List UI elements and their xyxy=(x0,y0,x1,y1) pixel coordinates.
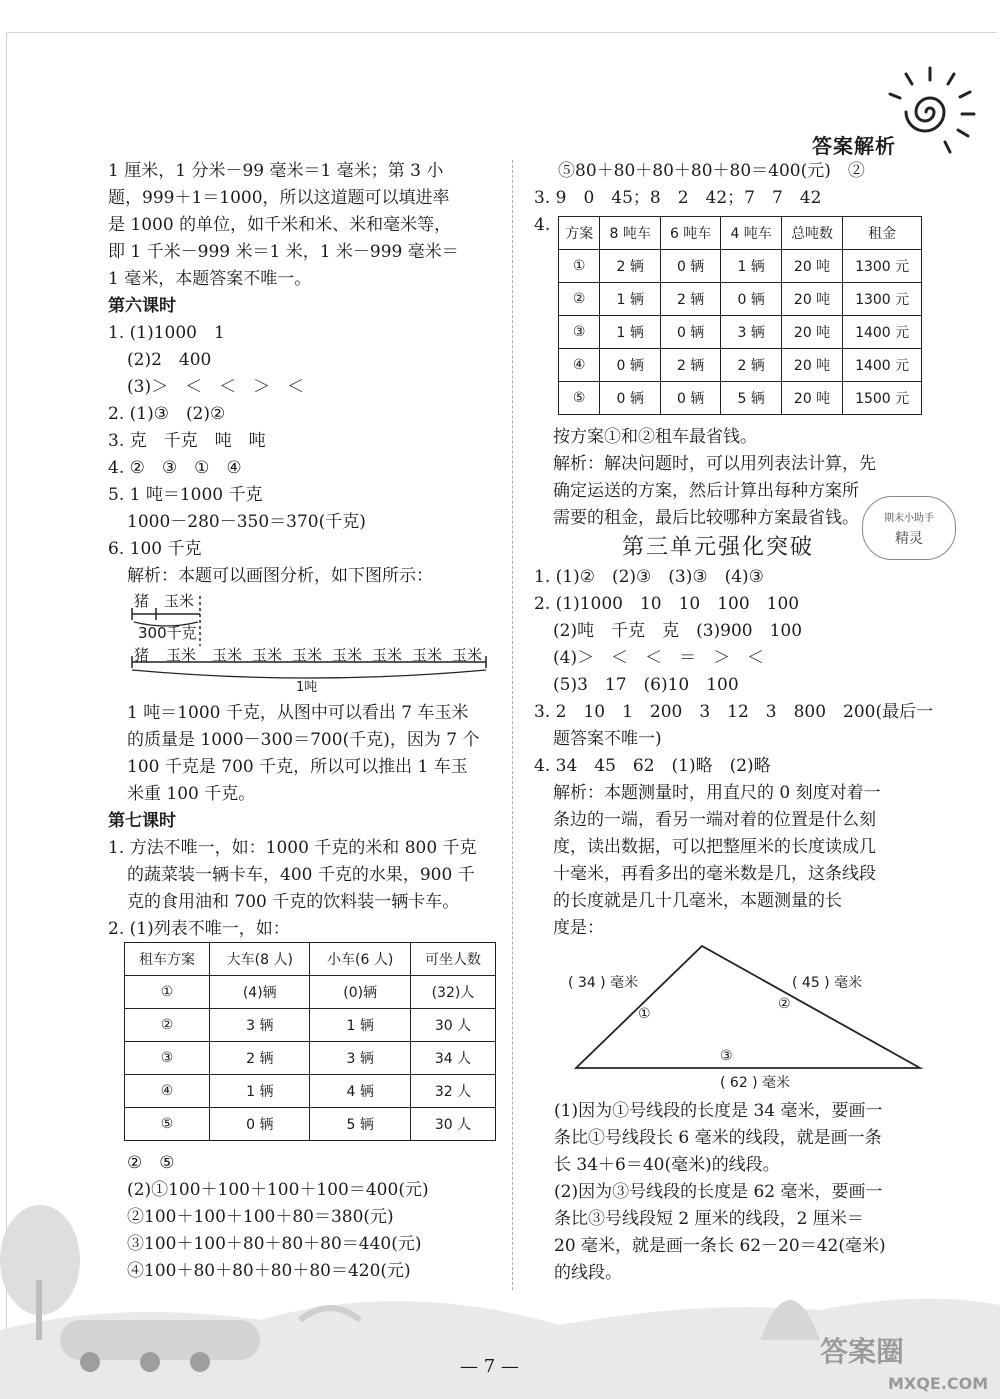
table-cell: 1400 元 xyxy=(843,349,922,382)
diagram-label-corn: 玉米 xyxy=(372,646,403,664)
table-cell: 34 人 xyxy=(410,1042,495,1075)
answer-line: 4. ② ③ ① ④ xyxy=(108,458,242,478)
table-cell: 0 辆 xyxy=(660,316,720,349)
table-header: 大车(8 人) xyxy=(210,943,310,976)
table-header: 租金 xyxy=(843,217,922,250)
answer-line: 4. 34 45 62 (1)略 (2)略 xyxy=(534,756,771,776)
text-line: 条比③号线段短 2 厘米的线段，2 厘米＝ xyxy=(554,1209,864,1229)
answer-line: ③100＋100＋80＋80＋80＝440(元) xyxy=(127,1234,422,1254)
table-cell: 0 辆 xyxy=(210,1108,310,1141)
text-line: 按方案①和②租车最省钱。 xyxy=(553,427,757,447)
text-line: 即 1 千米－999 米＝1 米，1 米－999 毫米＝ xyxy=(108,242,459,262)
table-header: 4 吨车 xyxy=(721,217,781,250)
table-header: 租车方案 xyxy=(125,943,210,976)
table-cell: 0 辆 xyxy=(660,382,720,415)
table-cell: 2 辆 xyxy=(660,349,720,382)
table-cell: 2 辆 xyxy=(210,1042,310,1075)
table-cell: 1 辆 xyxy=(600,316,660,349)
table-cell: ② xyxy=(125,1009,210,1042)
answer-line: (2)①100＋100＋100＋100＝400(元) xyxy=(127,1180,429,1200)
diagram-label-corn: 玉米 xyxy=(292,646,323,664)
unit-title: 第三单元强化突破 xyxy=(622,535,815,560)
table-row xyxy=(125,1108,496,1141)
truck-rental-table xyxy=(558,216,922,415)
diagram-label-corn: 玉米 xyxy=(164,592,195,610)
answer-line: 5. 1 吨＝1000 千克 xyxy=(108,485,263,505)
answer-line: ②100＋100＋100＋80＝380(元) xyxy=(127,1207,394,1227)
table-cell: 1 辆 xyxy=(210,1075,310,1108)
table-cell: 20 吨 xyxy=(781,250,842,283)
stamp-text: 精灵 xyxy=(895,531,923,547)
table-header: 6 吨车 xyxy=(660,217,720,250)
triangle-left-label: ( 34 ) 毫米 xyxy=(568,975,639,991)
table-header-row xyxy=(125,943,496,976)
analysis-line: 解析：本题测量时，用直尺的 0 刻度对着一 xyxy=(553,783,881,803)
table-cell: ① xyxy=(559,250,600,283)
text-line: 米重 100 千克。 xyxy=(127,784,256,804)
left-column xyxy=(108,158,503,590)
table-cell: ⑤ xyxy=(559,382,600,415)
table-cell: 4 辆 xyxy=(310,1075,410,1108)
table-cell: 0 辆 xyxy=(600,382,660,415)
table-cell: 1300 元 xyxy=(843,283,922,316)
answer-line: ⑤80＋80＋80＋80＋80＝400(元) ② xyxy=(558,161,865,181)
stamp-seal xyxy=(862,496,956,560)
table-cell: 0 辆 xyxy=(721,283,781,316)
watermark-logo: 答案圈 xyxy=(820,1335,905,1368)
table-cell: 1300 元 xyxy=(843,250,922,283)
table-row xyxy=(559,283,922,316)
table-cell: 0 辆 xyxy=(660,250,720,283)
answer-line: 1. 方法不唯一，如：1000 千克的米和 800 千克 xyxy=(108,838,477,858)
answer-line: 1000－280－350＝370(千克) xyxy=(127,512,366,532)
table-cell: 2 辆 xyxy=(600,250,660,283)
analysis-line: 的长度就是几十几毫米，本题测量的长 xyxy=(553,891,842,911)
table-header: 总吨数 xyxy=(781,217,842,250)
table-cell: ⑤ xyxy=(125,1108,210,1141)
diagram-label-corn: 玉米 xyxy=(212,646,243,664)
analysis-line: 解析：解决问题时，可以用列表法计算，先 xyxy=(553,454,876,474)
left-column-continued xyxy=(108,700,503,943)
table-cell: 0 辆 xyxy=(600,349,660,382)
table-row xyxy=(125,1009,496,1042)
answer-line: 1. (1)1000 1 xyxy=(108,323,225,343)
triangle-bottom-label: ( 62 ) 毫米 xyxy=(720,1075,791,1091)
table-cell: 20 吨 xyxy=(781,382,842,415)
car-rental-table xyxy=(124,942,496,1141)
right-column-unit xyxy=(534,564,934,942)
table-cell: (0)辆 xyxy=(310,976,410,1009)
analysis-line: 十毫米，再看多出的毫米数是几，这条线段 xyxy=(553,864,876,884)
table-row xyxy=(125,976,496,1009)
text-line: 1 厘米，1 分米－99 毫米＝1 毫米；第 3 小 xyxy=(108,161,444,181)
answer-line: 1. (1)② (2)③ (3)③ (4)③ xyxy=(534,567,764,587)
table-header: 小车(6 人) xyxy=(310,943,410,976)
table-cell: 2 辆 xyxy=(660,283,720,316)
answer-line: ② ⑤ xyxy=(127,1153,175,1173)
analysis-line: 解析：本题可以画图分析，如下图所示： xyxy=(127,566,433,586)
answer-line: ④100＋80＋80＋80＋80＝420(元) xyxy=(127,1261,411,1281)
table-row xyxy=(125,1075,496,1108)
table-cell: 1500 元 xyxy=(843,382,922,415)
table-cell: 3 辆 xyxy=(310,1042,410,1075)
triangle-marker-1: ① xyxy=(638,1006,651,1022)
table-header: 8 吨车 xyxy=(600,217,660,250)
answer-line: 3. 9 0 45；8 2 42；7 7 42 xyxy=(534,188,822,208)
watermark-url: MXQE.COM xyxy=(888,1374,989,1393)
text-line: 长 34＋6＝40(毫米)的线段。 xyxy=(554,1155,780,1175)
analysis-line: 度，读出数据，可以把整厘米的长度读成几 xyxy=(553,837,876,857)
table-cell: ① xyxy=(125,976,210,1009)
table-cell: ③ xyxy=(559,316,600,349)
diagram-label-total: 1吨 xyxy=(296,680,318,695)
table-cell: 30 人 xyxy=(410,1108,495,1141)
text-line: 条比①号线段长 6 毫米的线段，就是画一条 xyxy=(554,1128,882,1148)
triangle-diagram xyxy=(560,938,940,1098)
text-line: (1)因为①号线段的长度是 34 毫米，要画一 xyxy=(554,1101,883,1121)
diagram-label-300kg: 300千克 xyxy=(138,624,197,642)
table-header: 可坐人数 xyxy=(410,943,495,976)
table-cell: ④ xyxy=(559,349,600,382)
analysis-line: 确定运送的方案，然后计算出每种方案所 xyxy=(553,481,859,501)
triangle-right-label: ( 45 ) 毫米 xyxy=(792,975,863,991)
table-cell: ② xyxy=(559,283,600,316)
text-line: 1 毫米，本题答案不唯一。 xyxy=(108,269,312,289)
table-cell: 1 辆 xyxy=(721,250,781,283)
answer-line: 克的食用油和 700 千克的饮料装一辆卡车。 xyxy=(127,892,460,912)
diagram-label-corn: 玉米 xyxy=(412,646,443,664)
text-line: 题，999＋1＝1000，所以这道题可以填进率 xyxy=(108,188,450,208)
table-cell: 5 辆 xyxy=(310,1108,410,1141)
analysis-line: 需要的租金，最后比较哪种方案最省钱。 xyxy=(553,508,859,528)
diagram-label-corn: 玉米 xyxy=(332,646,363,664)
text-line: 100 千克是 700 千克，所以可以推出 1 车玉 xyxy=(127,757,468,777)
text-line: 的质量是 1000－300＝700(千克)，因为 7 个 xyxy=(127,730,480,750)
text-line: 20 毫米，就是画一条长 62－20＝42(毫米) xyxy=(554,1236,886,1256)
table-cell: 20 吨 xyxy=(781,316,842,349)
answer-line: 2. (1)列表不唯一，如： xyxy=(108,919,290,939)
diagram-label-corn: 玉米 xyxy=(166,646,197,664)
table-cell: 5 辆 xyxy=(721,382,781,415)
table-cell: 1 辆 xyxy=(600,283,660,316)
diagram-label-pig: 猪 xyxy=(134,646,150,664)
text-line: 是 1000 的单位，如千米和米、米和毫米等， xyxy=(108,215,452,235)
weight-diagram xyxy=(128,586,498,696)
table-cell: 1400 元 xyxy=(843,316,922,349)
table-cell: ④ xyxy=(125,1075,210,1108)
table-row xyxy=(559,349,922,382)
header-title: 答案解析 xyxy=(812,134,896,158)
page-number: — 7 — xyxy=(460,1356,519,1377)
answer-line: (3)＞ ＜ ＜ ＞ ＜ xyxy=(127,377,305,397)
section-heading: 第六课时 xyxy=(108,296,176,316)
column-divider xyxy=(512,160,513,1290)
diagram-label-corn: 玉米 xyxy=(252,646,283,664)
analysis-line: 度是： xyxy=(553,918,604,938)
answer-line: 6. 100 千克 xyxy=(108,539,202,559)
table-row xyxy=(125,1042,496,1075)
table-cell: 20 吨 xyxy=(781,349,842,382)
table-cell: ③ xyxy=(125,1042,210,1075)
table-header-row xyxy=(559,217,922,250)
stamp-text: 期末小助手 xyxy=(884,513,934,524)
text-line: (2)因为③号线段的长度是 62 毫米，要画一 xyxy=(554,1182,883,1202)
diagram-label-pig: 猪 xyxy=(134,592,150,610)
table-cell: 20 吨 xyxy=(781,283,842,316)
table-cell: 32 人 xyxy=(410,1075,495,1108)
answer-line: (5)3 17 (6)10 100 xyxy=(553,675,739,695)
section-heading: 第七课时 xyxy=(108,811,176,831)
analysis-line: 条边的一端，看另一端对着的位置是什么刻 xyxy=(553,810,876,830)
diagram-label-corn: 玉米 xyxy=(452,646,483,664)
table-cell: (32)人 xyxy=(410,976,495,1009)
triangle-marker-2: ② xyxy=(778,996,791,1012)
table-cell: 3 辆 xyxy=(721,316,781,349)
answer-line: 题答案不唯一) xyxy=(553,729,662,749)
table-cell: 3 辆 xyxy=(210,1009,310,1042)
table-row xyxy=(559,250,922,283)
triangle-marker-3: ③ xyxy=(720,1048,733,1064)
table-cell: 30 人 xyxy=(410,1009,495,1042)
text-line: 1 吨＝1000 千克，从图中可以看出 7 车玉米 xyxy=(127,703,469,723)
table-row xyxy=(559,382,922,415)
answer-line: 2. (1)1000 10 10 100 100 xyxy=(534,594,800,614)
table-cell: 1 辆 xyxy=(310,1009,410,1042)
answer-line: 2. (1)③ (2)② xyxy=(108,404,226,424)
answer-line: (2)吨 千克 克 (3)900 100 xyxy=(553,621,803,641)
table-row xyxy=(559,316,922,349)
text-line: 的线段。 xyxy=(554,1263,622,1283)
answer-line: 3. 2 10 1 200 3 12 3 800 200(最后一 xyxy=(534,702,934,722)
answer-line: 4. xyxy=(534,215,551,235)
answer-line: 3. 克 千克 吨 吨 xyxy=(108,431,266,451)
table-cell: (4)辆 xyxy=(210,976,310,1009)
table-cell: 2 辆 xyxy=(721,349,781,382)
answer-line: 的蔬菜装一辆卡车，400 千克的水果，900 千 xyxy=(127,865,475,885)
answer-line: (4)＞ ＜ ＜ ＝ ＞ ＜ xyxy=(553,648,765,668)
table-header: 方案 xyxy=(559,217,600,250)
answer-line: (2)2 400 xyxy=(127,350,212,370)
